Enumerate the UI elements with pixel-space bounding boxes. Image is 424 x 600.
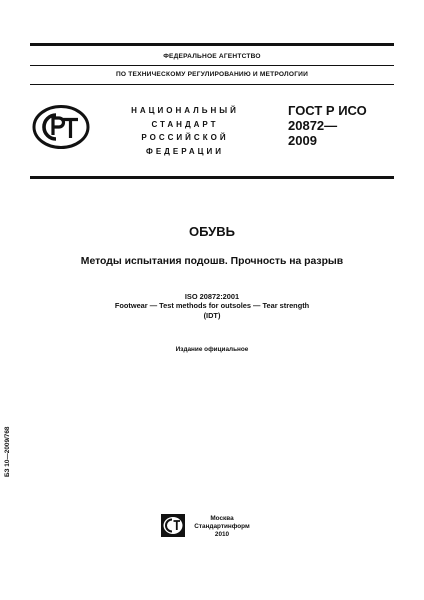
header-divider-2 [30,84,394,85]
publisher-city: Москва [210,515,234,522]
designation-line1: ГОСТ Р ИСО [288,103,367,118]
side-registration-note: БЗ 10—2009/768 [4,426,11,477]
official-edition-label: Издание официальное [175,346,249,353]
publisher-name: Стандартинформ [194,523,250,531]
agency-name-line1: ФЕДЕРАЛЬНОЕ АГЕНТСТВО [163,53,261,60]
iso-code: ISO 20872:2001 [184,292,240,301]
national-standard-line3: РОССИЙСКОЙ [141,133,229,142]
agency-name-line2: ПО ТЕХНИЧЕСКОМУ РЕГУЛИРОВАНИЮ И МЕТРОЛОГИИ [115,71,309,78]
publication-year: 2010 [214,531,230,539]
national-standard-line2: СТАНДАРТ [151,119,219,129]
national-standard-label [110,104,260,158]
standard-designation [288,103,367,148]
iso-reference [60,292,364,320]
iso-equivalence: (IDT) [203,310,221,320]
national-standard-line4: ФЕДЕРАЦИИ [146,146,224,156]
header-bottom-rule [30,176,394,179]
designation-line2: 20872— [288,118,338,133]
designation-line3: 2009 [288,133,317,148]
publisher-info [192,515,252,540]
standartinform-logo-icon [160,513,186,538]
pct-logo-icon [32,105,90,149]
top-rule [30,43,394,46]
document-subtitle: Методы испытания подошв. Прочность на разрыв [80,256,344,267]
header-divider [30,65,394,66]
iso-english-title: Footwear — Test methods for outsoles — Tear strength [114,301,310,311]
national-standard-line1: НАЦИОНАЛЬНЫЙ [131,106,239,115]
document-title: ОБУВЬ [189,224,235,239]
